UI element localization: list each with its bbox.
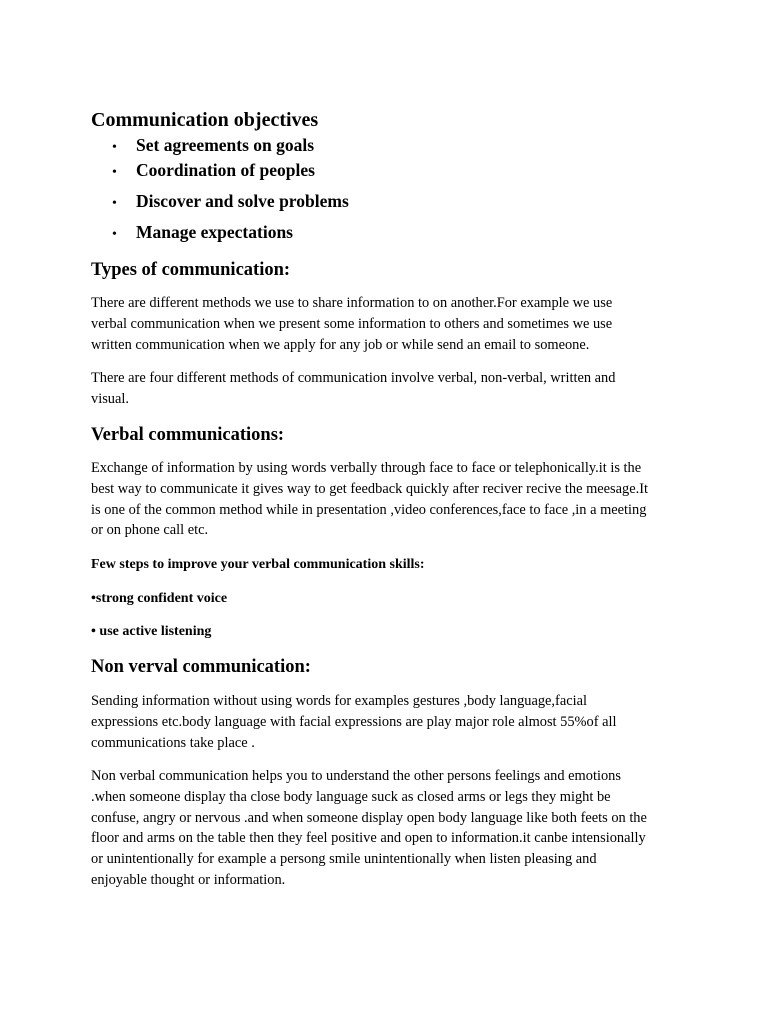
verbal-step-item: •strong confident voice	[91, 591, 228, 606]
nonverbal-paragraph-1	[91, 691, 691, 753]
text-line: confuse, angry or nervous .and when someone display open body language like both feets on the	[91, 809, 647, 826]
verbal-step-item: • use active listening	[91, 624, 212, 639]
objective-item	[112, 134, 314, 159]
text-line: Sending information without using words for examples gestures ,body language,facial	[91, 693, 587, 709]
text-line: expressions etc.body language with facial expressions are play major role almost 55%of all	[91, 713, 617, 730]
types-paragraph-2	[91, 368, 691, 410]
text-line: verbal communication when we present some information to others and sometimes we use	[91, 315, 613, 332]
text-line: visual.	[91, 390, 129, 407]
objective-item-text: Coordination of peoples	[136, 160, 315, 180]
verbal-paragraph	[91, 458, 691, 541]
verbal-heading: Verbal communications:	[91, 425, 285, 445]
text-line: written communication when we apply for any job or while send an email to someone.	[91, 336, 590, 353]
text-line: is one of the common method while in presentation ,video conferences,face to face ,in a meeting	[91, 501, 647, 518]
objectives-heading: Communication objectives	[91, 109, 319, 131]
verbal-steps-heading: Few steps to improve your verbal communication skills:	[91, 557, 425, 572]
nonverbal-paragraph-2	[91, 766, 691, 891]
bullet-glyph: •	[112, 196, 117, 211]
types-paragraph-1	[91, 293, 691, 355]
text-line: communications take place .	[91, 734, 255, 751]
text-line: enjoyable thought or information.	[91, 871, 286, 888]
bullet-glyph: •	[112, 227, 117, 242]
nonverbal-heading: Non verval communication:	[91, 657, 311, 677]
text-line: There are four different methods of communication involve verbal, non-verbal, written and	[91, 370, 616, 386]
objective-item-text: Manage expectations	[136, 222, 293, 242]
text-line: There are different methods we use to share information to on another.For example we use	[91, 295, 613, 311]
bullet-glyph: •	[112, 140, 117, 155]
text-line: Exchange of information by using words verbally through face to face or telephonically.it is the	[91, 460, 642, 476]
text-line: or unintentionally for example a persong smile unintentionally when listen pleasing and	[91, 851, 597, 868]
objective-item	[112, 159, 315, 184]
text-line: floor and arms on the table then they feel positive and open to information.it canbe intensionally	[91, 830, 646, 847]
text-line: Non verbal communication helps you to understand the other persons feelings and emotions	[91, 768, 621, 784]
text-line: or on phone call etc.	[91, 522, 209, 539]
objective-item	[112, 221, 293, 246]
types-heading: Types of communication:	[91, 260, 291, 280]
objective-item-text: Discover and solve problems	[136, 191, 349, 211]
bullet-glyph: •	[112, 165, 117, 180]
text-line: best way to communicate it gives way to get feedback quickly after reciver recive the meesage.It	[91, 480, 648, 497]
text-line: .when someone display tha close body language suck as closed arms or legs they might be	[91, 788, 611, 805]
objective-item	[112, 190, 349, 215]
objective-item-text: Set agreements on goals	[136, 135, 315, 155]
